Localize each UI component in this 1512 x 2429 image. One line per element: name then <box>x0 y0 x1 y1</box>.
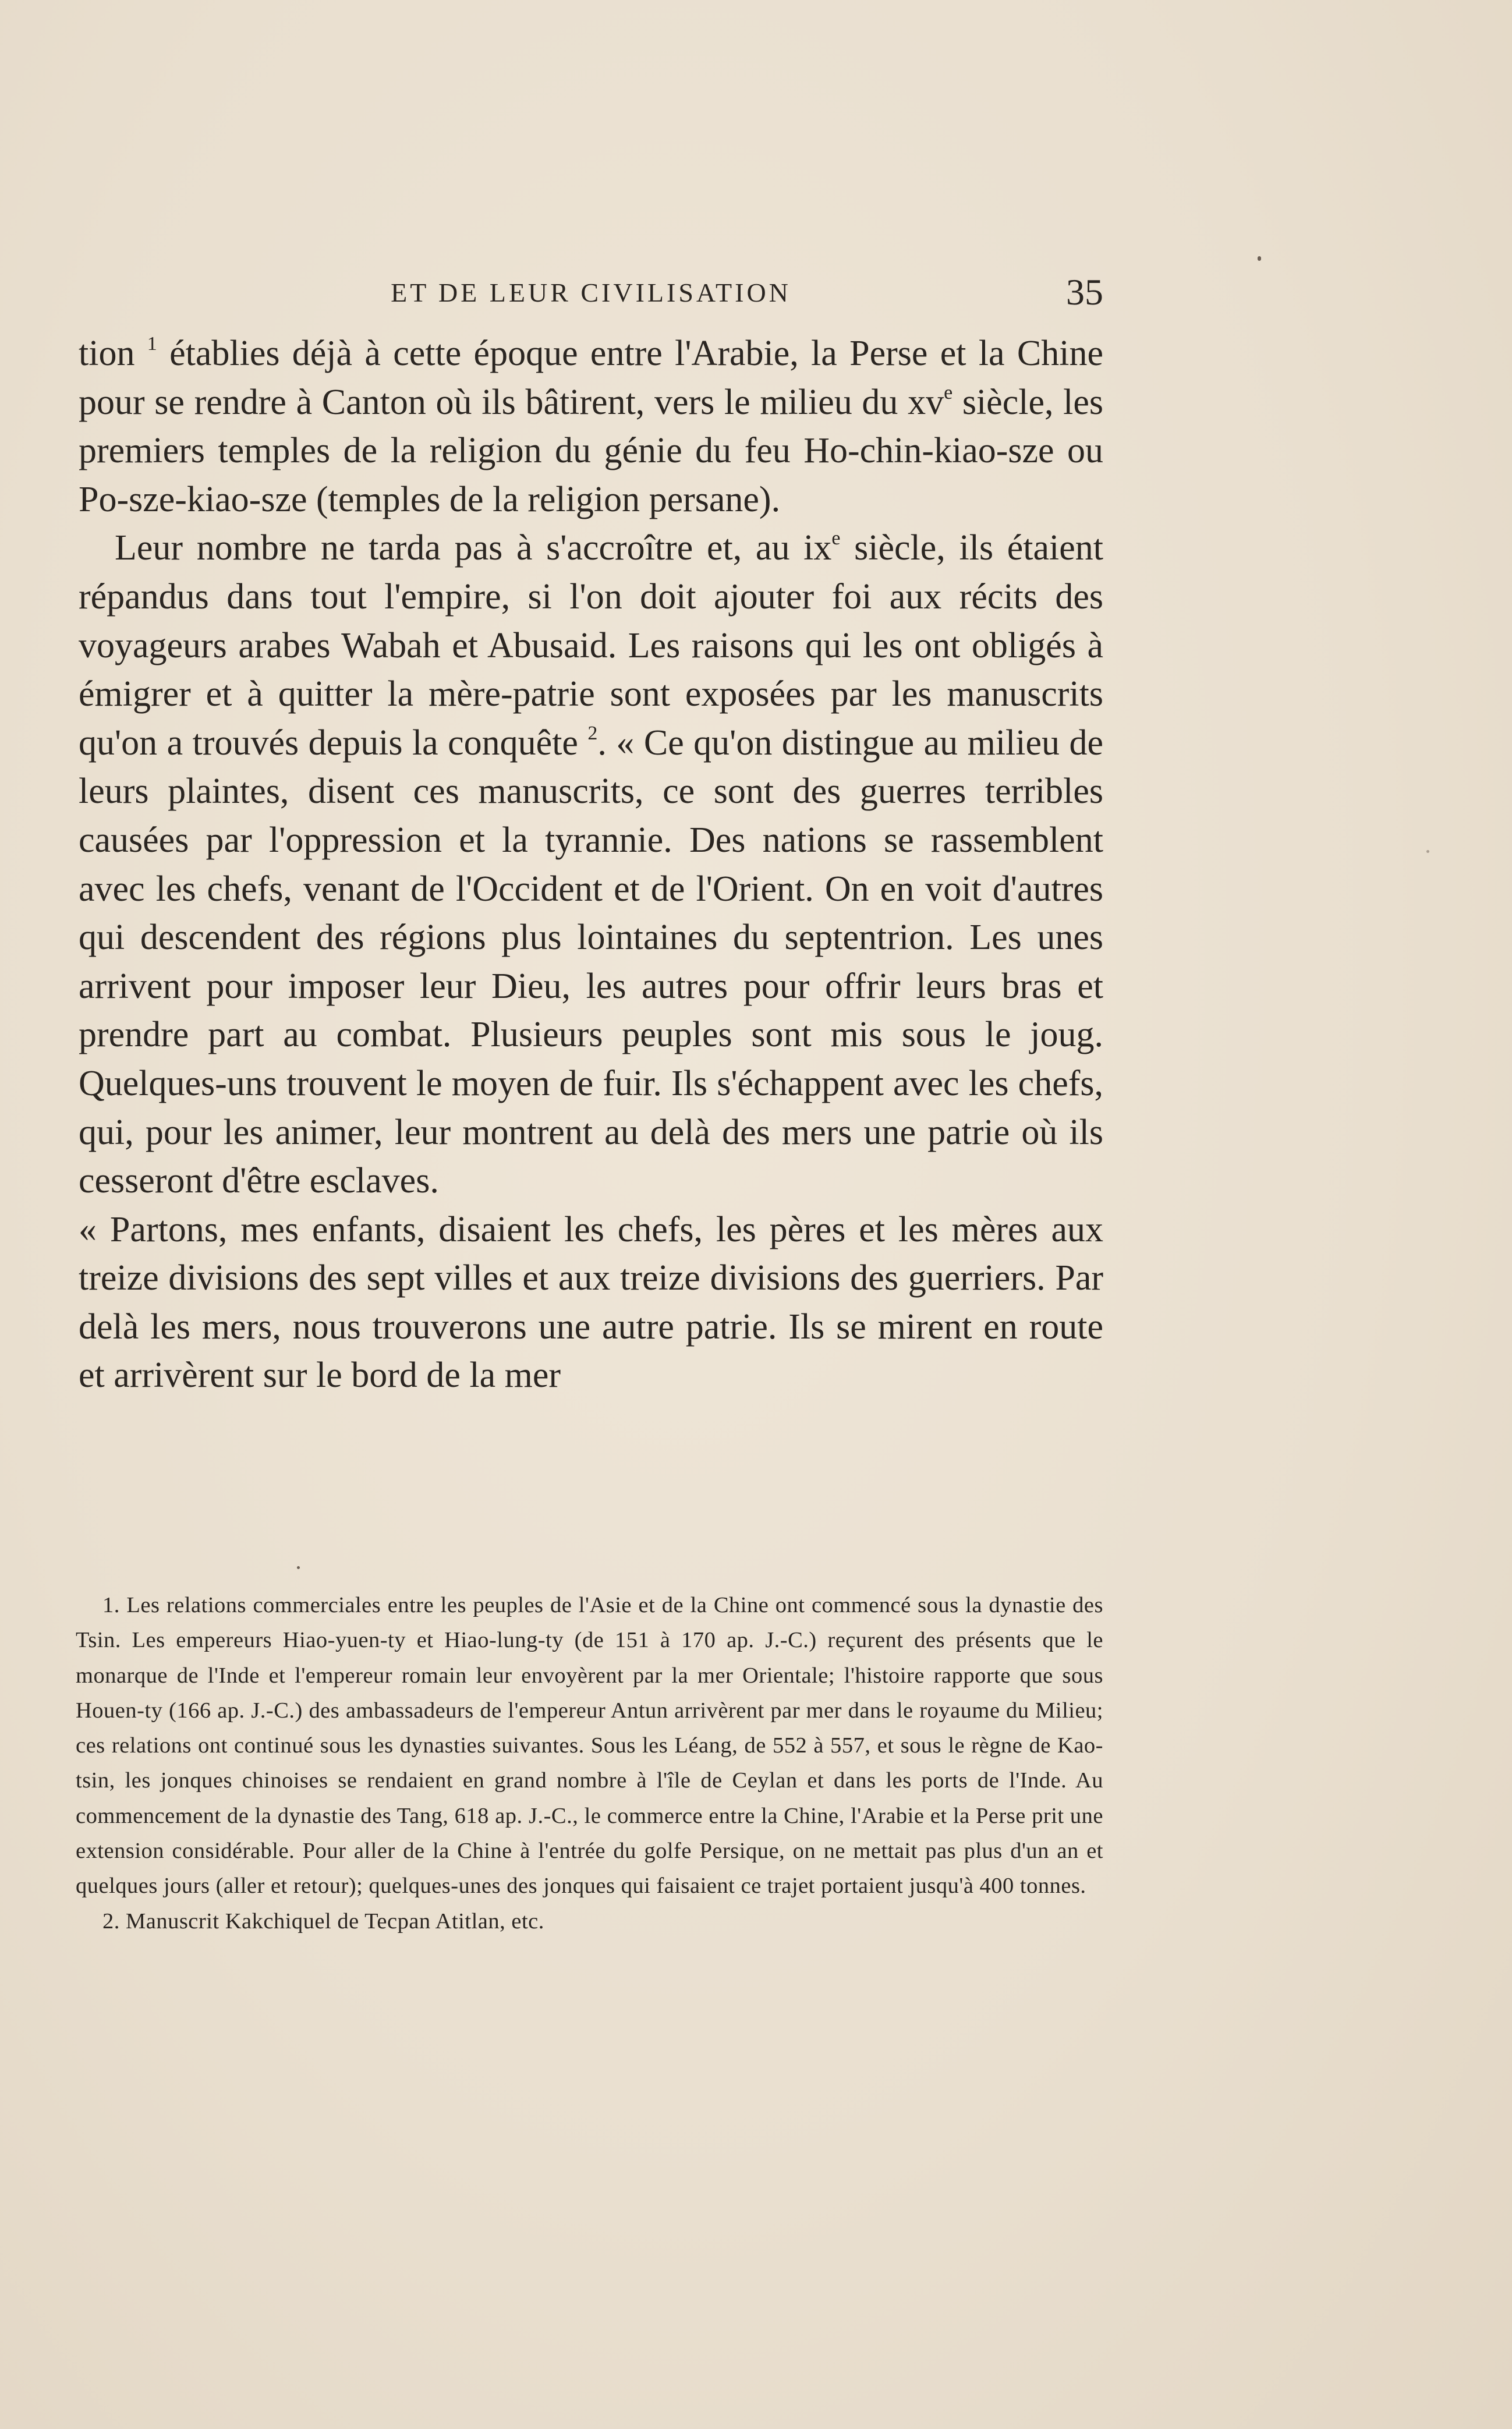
paragraph-1 <box>79 330 1103 524</box>
footnote-ref-2: 2 <box>587 722 598 744</box>
superscript-e: e <box>944 381 953 403</box>
running-head <box>79 272 1103 313</box>
superscript-e: e <box>831 527 841 550</box>
running-title: ET DE LEUR CIVILISATION <box>391 278 791 307</box>
footnote-1: 1. Les relations commerciales entre les peuples de l'Asie et de la Chine ont commencé sous la dynastie des Tsin. Les empereurs Hiao-yuen-ty et Hiao-lung-ty (de 151 à 170 ap. J.-C.) reçurent des présents que le monarque de l'Inde et l'empereur romain leur envoyèrent par la mer Orientale; l'histoire rapporte que sous Houen-ty (166 ap. J.-C.) des ambassadeurs de l'empereur Antun arrivèrent par mer dans le royaume du Milieu; ces relations ont continué sous les dynasties suivantes. Sous les Léang, de 552 à 557, et sous le règne de Kao-tsin, les jonques chinoises se rendaient en grand nombre à l'île de Ceylan et dans les ports de l'Inde. Au commencement de la dynastie des Tang, 618 ap. J.-C., le commerce entre la Chine, l'Arabie et la Perse prit une extension considérable. Pour aller de la Chine à l'entrée du golfe Persique, on ne mettait pas plus d'un an et quelques jours (aller et retour); quelques-unes des jonques qui faisaient ce trajet portaient jusqu'à 400 tonnes. <box>76 1593 1103 1899</box>
text-run: tion <box>79 334 147 373</box>
paragraph-3 <box>79 1206 1103 1400</box>
page-number: 35 <box>1066 271 1103 313</box>
text-run: . « Ce qu'on distingue au milieu de leurs plaintes, disent ces manuscrits, ce sont des guerres terribles causées par l'oppression et la tyrannie. Des nations se rassemblent avec les chefs, venant de l'Occident et de l'Orient. On en voit d'autres qui descendent des régions plus lointaines du septentrion. Les unes arrivent pour imposer leur Dieu, les autres pour offrir leurs bras et prendre part au combat. Plusieurs peuples sont mis sous le joug. Quelques-uns trouvent le moyen de fuir. Ils s'échappent avec les chefs, qui, pour les animer, leur montrent au delà des mers une patrie où ils cesseront d'être esclaves. <box>79 723 1103 1201</box>
paper-speck <box>297 1566 300 1569</box>
paragraph-2 <box>79 524 1103 1205</box>
text-run: établies déjà à cette époque entre l'Arabie, la Perse et la Chine pour se rendre à Canton où ils bâtirent, vers le milieu du xv <box>79 334 1103 422</box>
text-run: siècle, les premiers temples de la religion du génie du feu Ho-chin-kiao-sze ou Po-sze-kiao-sze (temples de la religion persane). <box>79 382 1104 519</box>
paper-speck <box>1426 850 1429 853</box>
footnote-2: 2. Manuscrit Kakchiquel de Tecpan Atitlan, etc. <box>102 1908 544 1934</box>
body-text <box>79 330 1103 1400</box>
paper-speck <box>1258 256 1261 261</box>
footnotes <box>76 1588 1103 1939</box>
footnote-ref-1: 1 <box>147 333 157 355</box>
text-run: siècle, ils étaient répandus dans tout l'empire, si l'on doit ajouter foi aux récits des voyageurs arabes Wabah et Abusaid. Les raisons qui les ont obligés à émigrer et à quitter la mère-patrie sont exposées par les manuscrits qu'on a trouvés depuis la conquête <box>79 528 1103 763</box>
text-run: « Partons, mes enfants, disaient les chefs, les pères et les mères aux treize divisions des sept villes et aux treize divisions des guerriers. Par delà les mers, nous trouverons une autre patrie. Ils se mirent en route et arrivèrent sur le bord de la mer <box>79 1209 1103 1396</box>
text-run: Leur nombre ne tarda pas à s'accroître et, au ix <box>115 528 832 568</box>
